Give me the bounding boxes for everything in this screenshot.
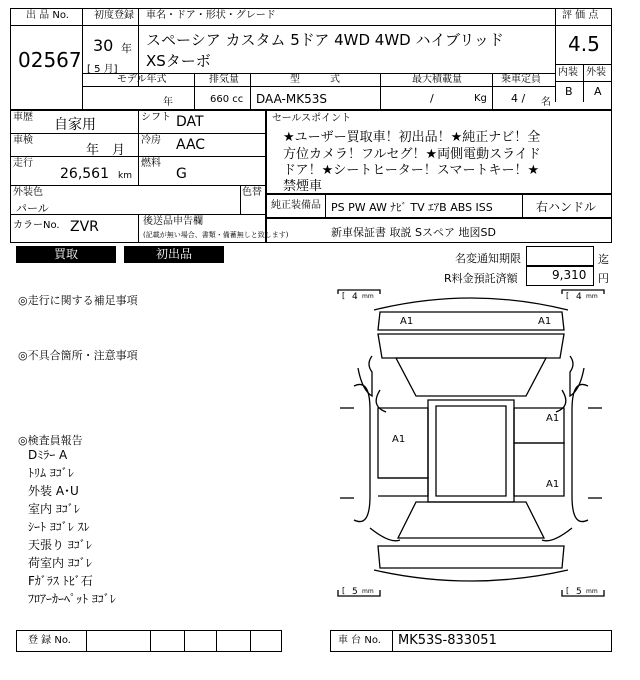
mileage-unit: km bbox=[118, 171, 132, 181]
inspection-label: 車検 bbox=[13, 135, 33, 146]
color-value: パール bbox=[16, 202, 49, 215]
score-label: 評 価 点 bbox=[562, 10, 599, 21]
report-line: Dﾐﾗｰ A bbox=[28, 448, 68, 462]
interior-grade: B bbox=[565, 85, 573, 98]
color-no-label: カラーNo. bbox=[13, 220, 60, 231]
report-line: Fｶﾞﾗｽ ﾄﾋﾞ石 bbox=[28, 574, 93, 588]
type-label: 型 式 bbox=[290, 74, 340, 85]
name-change-box bbox=[526, 246, 594, 266]
tire-rr-unit: mm bbox=[586, 588, 598, 595]
tire-fl-label: [ bbox=[342, 291, 346, 300]
shift-value: DAT bbox=[176, 114, 204, 130]
car-name-label: 車名・ドア・形状・グレード bbox=[146, 10, 276, 21]
report-line: ｼｰﾄ ﾖｺﾞﾚ ｽﾚ bbox=[28, 520, 90, 534]
car-damage-diagram bbox=[330, 288, 612, 608]
lot-number: 02567 bbox=[18, 48, 82, 72]
damage-mark: A1 bbox=[400, 316, 414, 327]
displacement-label: 排気量 bbox=[209, 74, 239, 85]
capacity-label: 乗車定員 bbox=[501, 74, 541, 85]
chassis-label: 車 台 No. bbox=[338, 635, 381, 646]
score-value: 4.5 bbox=[568, 32, 600, 56]
tire-fr-unit: mm bbox=[586, 293, 598, 300]
fuel-value: G bbox=[176, 166, 187, 182]
equipment-label: 純正装備品 bbox=[271, 200, 321, 211]
sales-points-line2: 方位カメラ！フルセグ！★両側電動スライド bbox=[283, 147, 541, 162]
report-line: ﾄﾘﾑ ﾖｺﾞﾚ bbox=[28, 466, 74, 480]
purchase-badge: 買取 bbox=[16, 246, 116, 263]
sales-points-line3: ドア！★シートヒーター！スマートキー！★ bbox=[283, 163, 540, 178]
warranty-line: 新車保証書 取説 Sスペア 地図SD bbox=[331, 226, 496, 239]
interior-label: 内装 bbox=[558, 67, 578, 78]
tire-fr-value: 4 bbox=[576, 292, 582, 302]
damage-mark: A1 bbox=[538, 316, 552, 327]
driving-notes-label: ◎走行に関する補足事項 bbox=[18, 294, 138, 307]
svg-text:[: [ bbox=[342, 586, 346, 595]
color-no-value: ZVR bbox=[70, 219, 99, 235]
first-listing-badge: 初出品 bbox=[124, 246, 224, 263]
model-year-unit: 年 bbox=[163, 97, 173, 108]
defects-notes-label: ◎不具合箇所・注意事項 bbox=[18, 349, 138, 362]
exterior-grade: A bbox=[594, 85, 602, 98]
max-load-label: 最大積載量 bbox=[412, 74, 462, 85]
max-load-value: / bbox=[430, 92, 434, 105]
name-change-label: 名変通知期限 bbox=[455, 252, 521, 265]
svg-text:[: [ bbox=[566, 291, 570, 300]
tire-rl-unit: mm bbox=[362, 588, 374, 595]
shift-label: シフト bbox=[141, 112, 171, 123]
report-line: ﾌﾛｱｰｶｰﾍﾟｯﾄ ﾖｺﾞﾚ bbox=[28, 592, 116, 606]
name-change-unit: 迄 bbox=[598, 253, 609, 266]
report-line: 室内 ﾖｺﾞﾚ bbox=[28, 502, 80, 516]
capacity-value: 4 / bbox=[511, 92, 526, 105]
report-line: 外装 A･U bbox=[28, 484, 79, 498]
aftermarket-label: 後送品申告欄 bbox=[143, 216, 203, 227]
car-name-line2: XSターボ bbox=[146, 52, 211, 70]
reg-month: [ 5 月] bbox=[87, 64, 118, 75]
tire-rl-value: 5 bbox=[352, 587, 358, 597]
sales-points-label: セールスポイント bbox=[272, 113, 352, 124]
reg-year: 30 bbox=[93, 36, 114, 55]
ac-label: 冷房 bbox=[141, 135, 161, 146]
svg-text:[: [ bbox=[566, 586, 570, 595]
tire-fl-value: 4 bbox=[352, 292, 358, 302]
inspection-value: 年 月 bbox=[86, 143, 126, 158]
car-name-line1: スペーシア カスタム 5ドア 4WD 4WD ハイブリッド bbox=[146, 31, 504, 49]
model-year-label: モデル年式 bbox=[117, 74, 167, 85]
damage-mark: A1 bbox=[546, 413, 560, 424]
steering-value: 右ハンドル bbox=[536, 200, 597, 214]
color-change-label: 色替 bbox=[242, 187, 262, 198]
tire-rr-value: 5 bbox=[576, 587, 582, 597]
aftermarket-note: (記載が無い場合、書類・備蓄無しと致します) bbox=[143, 231, 289, 239]
recycle-value: 9,310 bbox=[552, 268, 587, 282]
equipment-value: PS PW AW ﾅﾋﾞ TV ｴｱB ABS ISS bbox=[331, 201, 493, 214]
mileage-value: 26,561 bbox=[60, 166, 109, 182]
recycle-unit: 円 bbox=[598, 272, 609, 285]
tire-fl-unit: mm bbox=[362, 293, 374, 300]
chassis-value: MK53S-833051 bbox=[398, 633, 497, 648]
damage-mark: A1 bbox=[546, 479, 560, 490]
reg-year-unit: 年 bbox=[121, 42, 132, 55]
first-reg-label: 初度登録 bbox=[94, 10, 134, 21]
lot-label: 出 品 No. bbox=[26, 10, 69, 21]
history-value: 自家用 bbox=[54, 117, 96, 133]
inspector-label: ◎検査員報告 bbox=[18, 434, 83, 447]
type-value: DAA-MK53S bbox=[256, 92, 327, 106]
fuel-label: 燃料 bbox=[141, 158, 161, 169]
capacity-unit: 名 bbox=[541, 97, 551, 108]
sales-points-line4: 禁煙車 bbox=[283, 179, 323, 194]
mileage-label: 走行 bbox=[13, 158, 33, 169]
report-line: 荷室内 ﾖｺﾞﾚ bbox=[28, 556, 92, 570]
max-load-unit: Kg bbox=[474, 93, 487, 104]
recycle-label: R料金預託済額 bbox=[444, 272, 518, 285]
displacement-value: 660 cc bbox=[210, 94, 244, 105]
report-line: 天張り ﾖｺﾞﾚ bbox=[28, 538, 92, 552]
history-label: 車歴 bbox=[13, 112, 33, 123]
exterior-label: 外装 bbox=[586, 67, 606, 78]
sales-points-line1: ★ユーザー買取車！初出品！★純正ナビ！全 bbox=[283, 130, 541, 145]
damage-mark: A1 bbox=[392, 434, 406, 445]
reg-no-label: 登 録 No. bbox=[28, 635, 71, 646]
ac-value: AAC bbox=[176, 137, 206, 153]
color-label: 外装色 bbox=[13, 187, 43, 198]
